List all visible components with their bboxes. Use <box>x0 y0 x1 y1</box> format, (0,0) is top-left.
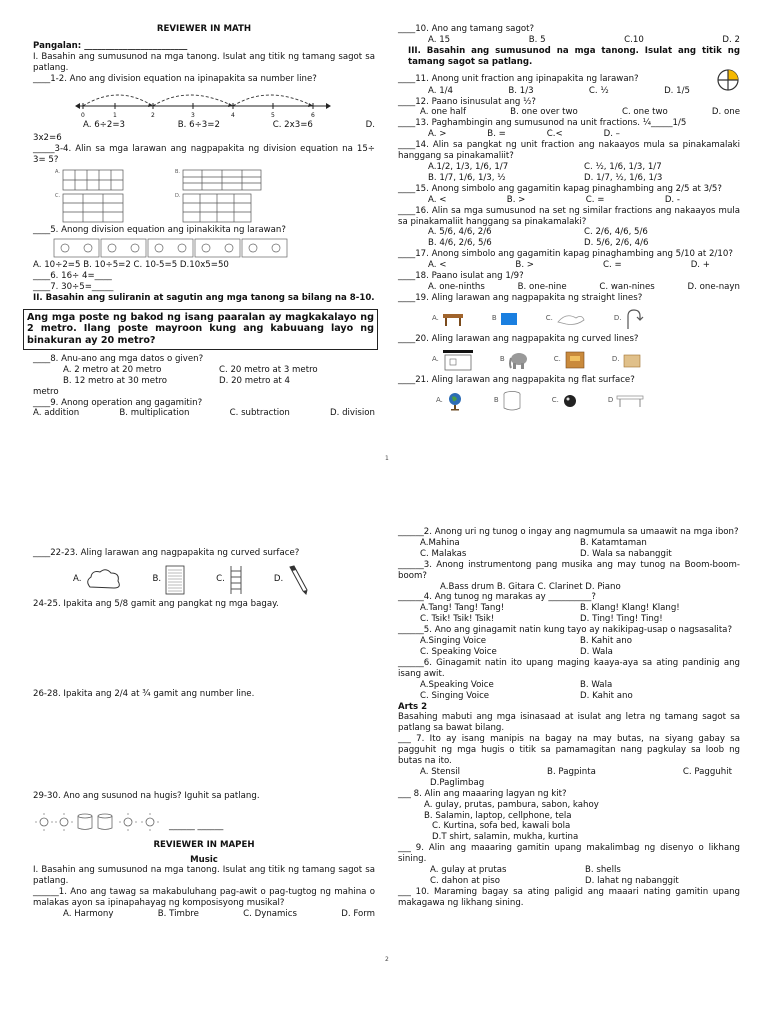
music-question-6: ______6. Ginagamit natin ito upang maging kaaya-aya sa ating pandinig ang isang awit. <box>398 657 740 679</box>
q22-choice-b <box>152 565 186 595</box>
q3-picture-c <box>55 193 155 223</box>
pic-label: D. <box>613 314 622 323</box>
q3-picture-b <box>175 169 275 191</box>
option: A.Tang! Tang! Tang! <box>420 603 505 614</box>
page-number: 1 <box>385 455 389 462</box>
option: C. wan-nines <box>599 281 655 292</box>
m4-options <box>398 603 740 625</box>
question-12: ____12. Paano isinusulat ang ½? <box>398 96 536 107</box>
question-5: ____5. Anong division equation ang ipinakikita ng larawan? <box>33 225 286 236</box>
option: D. + <box>690 260 710 271</box>
q21-choice-b <box>494 390 522 412</box>
cloud-icon <box>84 567 122 593</box>
q22-choice-c <box>216 565 244 595</box>
music-instructions: I. Basahin ang sumusunod na mga tanong. Isulat ang titik ng tamang sagot sa patlang. <box>33 865 375 887</box>
option: A. 5/6, 4/6, 2/6 <box>428 227 492 238</box>
question-16: ____16. Alin sa mga sumusunod na set ng similar fractions ang nakaayos mula sa pinakamaliit hanggang sa pinakamalaki? <box>398 205 740 227</box>
pic-label: B <box>499 355 505 364</box>
question-8: ____8. Anu-ano ang mga datos o given? <box>33 353 204 364</box>
tick-label: 1 <box>113 111 117 119</box>
option: C. Singing Voice <box>420 690 490 701</box>
answer-space-26-28 <box>33 700 375 791</box>
q19-pictures <box>432 308 740 330</box>
music-title: Music <box>190 854 218 865</box>
number-line-icon <box>73 86 333 116</box>
q29-pattern <box>35 812 375 832</box>
q19-choice-d <box>614 308 645 330</box>
q19-choice-b <box>492 312 518 326</box>
grouped-seeds-icon <box>62 169 124 191</box>
a8-options <box>398 800 740 844</box>
pic-label: D <box>607 396 614 405</box>
option: C.< <box>546 129 563 140</box>
option: D. Ting! Ting! Ting! <box>580 614 663 625</box>
option: C. Dynamics <box>243 909 298 920</box>
m5-options <box>398 636 740 658</box>
arts-instructions: Basahing mabuti ang mga isinasaad at isulat ang letra ng tamang sagot sa patlang sa bawat bilang. <box>398 712 740 734</box>
page-2 <box>0 512 768 1024</box>
music-question-5: ______5. Ano ang ginagamit natin kung tayo ay nakikipag-usap o nagsasalita? <box>398 625 733 636</box>
q14-options <box>398 162 740 184</box>
option: B. > <box>515 260 534 271</box>
option: C. dahon at piso <box>430 876 501 886</box>
m3-options: A.Bass drum B. Gitara C. Clarinet D. Piano <box>440 581 621 592</box>
option: A.Singing Voice <box>420 636 487 647</box>
music-question-4: ______4. Ang tunog ng marakas ay __________? <box>398 592 596 603</box>
option: C. ½ <box>588 85 609 96</box>
blue-square-icon <box>500 312 518 326</box>
q20-choice-a <box>432 349 474 371</box>
grouped-seeds-icon <box>182 193 252 223</box>
option: C.10 <box>624 34 644 45</box>
question-6: ____6. 16÷ 4=____ <box>33 270 112 281</box>
q20-choice-c <box>554 350 586 370</box>
hook-icon <box>624 308 644 330</box>
option: D. 5/6, 2/6, 4/6 <box>584 238 649 249</box>
option: D. 2 <box>722 34 740 45</box>
option: A. one-ninths <box>428 281 485 292</box>
pic-label: A. <box>436 396 443 405</box>
option: B. multiplication <box>119 408 190 419</box>
option: A. 2 metro at 20 metro <box>63 364 162 375</box>
question-10: ____10. Ano ang tamang sagot? <box>398 24 535 34</box>
number-line-labels <box>73 111 333 124</box>
a7-option-d: D.Paglimbag <box>430 777 485 788</box>
arts-question-7: ___ 7. Ito ay isang manipis na bagay na may butas, na siyang gabay sa pagguhit ng mga hugis o titik sa pamamagitan nang pagkulay sa loob ng butas na ito. <box>398 734 740 767</box>
music-question-1: ______1. Ano ang tawag sa makabuluhang pag-awit o pag-tugtog ng mahina o malakas ayon sa ipinapahayag ng komposisyong musikal? <box>33 887 375 909</box>
option: C. ½, 1/6, 1/3, 1/7 <box>584 161 662 172</box>
option: B. 5 <box>528 34 546 45</box>
q21-choice-a <box>436 391 464 411</box>
pic-label: A. <box>55 169 60 176</box>
option: B. Wala <box>580 679 613 690</box>
option: B. Katamtaman <box>580 537 647 548</box>
tick-label: 3 <box>191 111 195 119</box>
option: C. 2/6, 4/6, 5/6 <box>584 227 648 238</box>
ball-icon <box>562 393 578 409</box>
pic-label: A. <box>432 355 439 364</box>
q22-choice-a <box>73 567 122 593</box>
q21-choice-d <box>608 394 644 408</box>
q15-options <box>398 195 740 206</box>
option: B. 12 metro at 30 metro <box>63 375 168 386</box>
cylinder-icon <box>502 390 522 412</box>
arts-question-10: ___ 10. Maraming bagay sa ating paligid ang maaari nating gamitin upang makagawa ng likhang sining. <box>398 886 740 908</box>
ladder-icon <box>228 565 244 595</box>
math-title: REVIEWER IN MATH <box>156 24 252 34</box>
notebook-icon <box>164 565 186 595</box>
q17-options <box>398 260 740 271</box>
q3-pictures <box>55 169 375 223</box>
question-20: ____20. Aling larawan ang nagpapakita ng curved lines? <box>398 333 639 344</box>
option: A. one half <box>420 107 467 118</box>
option: A. > <box>428 129 447 140</box>
option: A. gulay at prutas <box>430 865 507 876</box>
q11-options <box>398 86 740 97</box>
question-3-4: _____3-4. Alin sa mga larawan ang nagpapakita ng division equation na 15÷ 3= 5? <box>33 144 375 166</box>
m2-options <box>398 538 740 560</box>
option: D. Wala sa nabanggit <box>580 548 672 559</box>
option: A. Stensil <box>420 766 461 777</box>
option: A. Harmony <box>63 909 114 920</box>
option: A. < <box>428 260 447 271</box>
question-1-2: ____1-2. Ano ang division equation na ipinapakita sa number line? <box>33 73 317 84</box>
question-17: ____17. Anong simbolo ang gagamitin kapag pinaghambing ang 5/10 at 2/10? <box>398 249 733 260</box>
page2-right-column <box>398 527 740 909</box>
option: C. Speaking Voice <box>420 646 497 657</box>
answer-space-24-25 <box>33 610 375 689</box>
q9-options <box>33 408 375 419</box>
bird-icon <box>556 310 586 328</box>
option: D. Wala <box>580 646 613 657</box>
option: D. 1/7, ½, 1/6, 1/3 <box>584 172 663 183</box>
grouped-seeds-icon <box>62 193 124 223</box>
q8-option-tail: metro <box>33 386 59 397</box>
q10-options <box>398 35 740 46</box>
option: C. subtraction <box>229 408 290 419</box>
option: B. one over two <box>510 107 578 118</box>
q3-picture-d <box>175 193 275 223</box>
pic-label: B. <box>152 574 162 585</box>
option: B. = <box>487 129 506 140</box>
q20-choice-d <box>612 351 643 369</box>
music-question-3: ______3. Anong instrumentong pang musika ang may tunog na Boom-boom-boom? <box>398 559 740 581</box>
option: A. gulay, prutas, pambura, sabon, kahoy <box>424 799 599 810</box>
q20-choice-b <box>500 350 528 370</box>
option: C. Kurtina, sofa bed, kawali bola <box>432 821 571 832</box>
pic-label: C. <box>216 574 225 585</box>
option: D. lahat ng nabanggit <box>585 876 679 886</box>
pic-label: C. <box>545 314 553 323</box>
pencil-icon <box>286 565 310 595</box>
name-label: Pangalan: ________________________ <box>33 40 188 51</box>
mapeh-title: REVIEWER IN MAPEH <box>153 839 255 850</box>
option: B. 1/7, 1/6, 1/3, ½ <box>428 172 506 183</box>
option: D. 20 metro at 4 <box>219 375 290 386</box>
option: A.Speaking Voice <box>420 679 494 690</box>
q19-choice-c <box>546 310 586 328</box>
drawing-blanks: ______ ______ <box>169 820 224 831</box>
section1-instructions: I. Basahin ang sumusunod na mga tanong. Isulat ang titik ng tamang sagot sa patlang. <box>33 51 375 73</box>
q5-sun-groups <box>53 238 375 258</box>
q19-choice-a <box>432 311 464 327</box>
option: D.T shirt, salamin, mukha, kurtina <box>432 832 579 843</box>
option: A. 6÷2=3 <box>83 119 125 130</box>
elephant-icon <box>508 350 528 370</box>
pic-label: D. <box>273 574 284 585</box>
option: C. Malakas <box>420 548 467 559</box>
q3-picture-a <box>55 169 155 191</box>
pic-label: C. <box>551 396 559 405</box>
question-11: ____11. Anong unit fraction ang ipinapakita ng larawan? <box>398 74 639 85</box>
option: D. one <box>711 107 740 118</box>
fraction-circle-icon <box>716 68 740 92</box>
question-18: ____18. Paano isulat ang 1/9? <box>398 271 524 282</box>
option: D. Kahit ano <box>580 690 633 701</box>
option: A. 1/4 <box>428 85 454 96</box>
pic-label: A. <box>432 314 439 323</box>
section3-instructions: III. Basahin ang sumusunod na mga tanong. Isulat ang titik ng tamang sagot sa patlang. <box>408 45 740 67</box>
option: C. Tsik! Tsik! Tsik! <box>420 614 495 625</box>
q20-pictures <box>432 349 740 371</box>
question-9: ____9. Anong operation ang gagamitin? <box>33 397 203 408</box>
option: A. addition <box>33 408 80 419</box>
music-question-2: ______2. Anong uri ng tunog o ingay ang nagmumula sa umaawit na mga ibon? <box>398 527 739 537</box>
question-22-23: ____22-23. Aling larawan ang nagpapakita ng curved surface? <box>33 548 300 558</box>
q21-choice-c <box>552 393 578 409</box>
box-icon <box>622 351 642 369</box>
option: C. Pagguhit <box>682 766 732 777</box>
pic-label: C. <box>553 355 561 364</box>
q22-pictures <box>73 565 375 595</box>
globe-icon <box>446 391 464 411</box>
page1-right-column <box>398 24 740 416</box>
question-26-28: 26-28. Ipakita ang 2/4 at ¾ gamit ang number line. <box>33 688 255 699</box>
option: D. - <box>664 194 680 205</box>
tick-label: 4 <box>231 111 235 119</box>
pic-label: D. <box>175 193 181 200</box>
option: B. 4/6, 2/6, 5/6 <box>428 238 492 249</box>
tick-label: 0 <box>81 111 85 119</box>
barn-icon <box>442 349 474 371</box>
option: D. 1/5 <box>664 85 690 96</box>
question-15: ____15. Anong simbolo ang gagamitin kapag pinaghambing ang 2/5 at 3/5? <box>398 183 722 194</box>
question-7: ____7. 30÷5=_____ <box>33 281 114 292</box>
word-problem-box: Ang mga poste ng bakod ng isang paaralan ay magkakalayo ng 2 metro. Ilang poste mayroon kung ang kabuuang layo ng binakuran ay 20 metro? <box>23 309 378 350</box>
option: C. 20 metro at 3 metro <box>219 364 318 375</box>
section2-instructions: II. Basahin ang suliranin at sagutin ang mga tanong sa bilang na 8-10. <box>33 292 375 303</box>
question-19: ____19. Aling larawan ang nagpapakita ng straight lines? <box>398 292 643 303</box>
option: B. > <box>506 194 526 205</box>
m1-options <box>33 909 375 920</box>
q8-options <box>33 365 375 387</box>
option: C. 2x3=6 <box>272 119 313 130</box>
page2-left-column <box>33 548 375 920</box>
q18-options <box>398 282 740 293</box>
q22-choice-d <box>274 565 310 595</box>
pic-label: B <box>493 396 499 405</box>
option: C. one two <box>621 107 668 118</box>
q5-options: A. 10÷2=5 B. 10÷5=2 C. 10-5=5 D.10x5=50 <box>33 260 229 271</box>
question-14: ____14. Alin sa pangkat ng unit fraction ang nakaayos mula sa pinakamalaki hanggang sa pinakamaliit? <box>398 140 740 162</box>
arts-question-9: ___ 9. Alin ang maaaring gamitin upang makalimbag ng disenyo o likhang sining. <box>398 843 740 865</box>
option: D. Form <box>341 909 375 920</box>
tick-label: 5 <box>271 111 275 119</box>
option: A.Mahina <box>420 537 460 548</box>
option: D. one-nayn <box>687 281 740 292</box>
tick-label: 2 <box>151 111 155 119</box>
question-24-25: 24-25. Ipakita ang 5/8 gamit ang pangkat ng mga bagay. <box>33 598 279 609</box>
page-number: 2 <box>385 956 389 963</box>
pic-label: C. <box>55 193 61 200</box>
option: A. 15 <box>428 34 451 45</box>
option: B. 1/3 <box>508 85 534 96</box>
question-13: ____13. Paghambingin ang sumusunod na unit fractions. ¼_____1/5 <box>398 118 687 129</box>
option: B. Salamin, laptop, cellphone, tela <box>424 810 572 821</box>
question-21: ____21. Aling larawan ang nagpapakita ng flat surface? <box>398 374 635 385</box>
q1-option-d-tail: 3x2=6 <box>33 133 62 144</box>
q16-options <box>398 227 740 249</box>
a9-options <box>398 865 740 887</box>
arts-question-8: ___ 8. Alin ang maaaring lagyan ng kit? <box>398 788 567 799</box>
question-29-30: 29-30. Ano ang susunod na hugis? Iguhit sa patlang. <box>33 790 260 801</box>
pic-label: D. <box>611 355 620 364</box>
q13-options <box>398 129 740 140</box>
option: A. < <box>428 194 447 205</box>
q12-options <box>398 107 740 118</box>
bench-icon <box>442 311 464 327</box>
option: B. Kahit ano <box>580 636 633 647</box>
option: B. Pagpinta <box>547 766 596 777</box>
option: D. – <box>603 129 620 140</box>
option: B. 6÷3=2 <box>177 119 220 130</box>
grouped-seeds-icon <box>182 169 262 191</box>
page1-left-column <box>27 24 375 419</box>
arts-title: Arts 2 <box>398 701 428 712</box>
option: B. Timbre <box>157 909 199 920</box>
table-icon <box>616 394 644 408</box>
number-line-figure <box>73 86 375 124</box>
option: B. one-nine <box>517 281 567 292</box>
q21-pictures <box>436 390 740 412</box>
option: C. = <box>585 194 605 205</box>
pic-label: B. <box>175 169 181 176</box>
m6-options <box>398 680 740 702</box>
pic-label: B <box>491 314 497 323</box>
tick-label: 6 <box>311 111 315 119</box>
pic-label: A. <box>73 574 82 585</box>
option: A.1/2, 1/3, 1/6, 1/7 <box>428 161 509 172</box>
option: D. <box>365 119 375 130</box>
a7-options <box>398 767 740 778</box>
box-icon <box>564 350 586 370</box>
sun-icon <box>35 812 165 832</box>
option: B. shells <box>585 865 621 876</box>
option: D. division <box>330 408 375 419</box>
option: B. Klang! Klang! Klang! <box>580 603 680 614</box>
sun-icon <box>53 238 288 258</box>
option: C. = <box>603 260 622 271</box>
